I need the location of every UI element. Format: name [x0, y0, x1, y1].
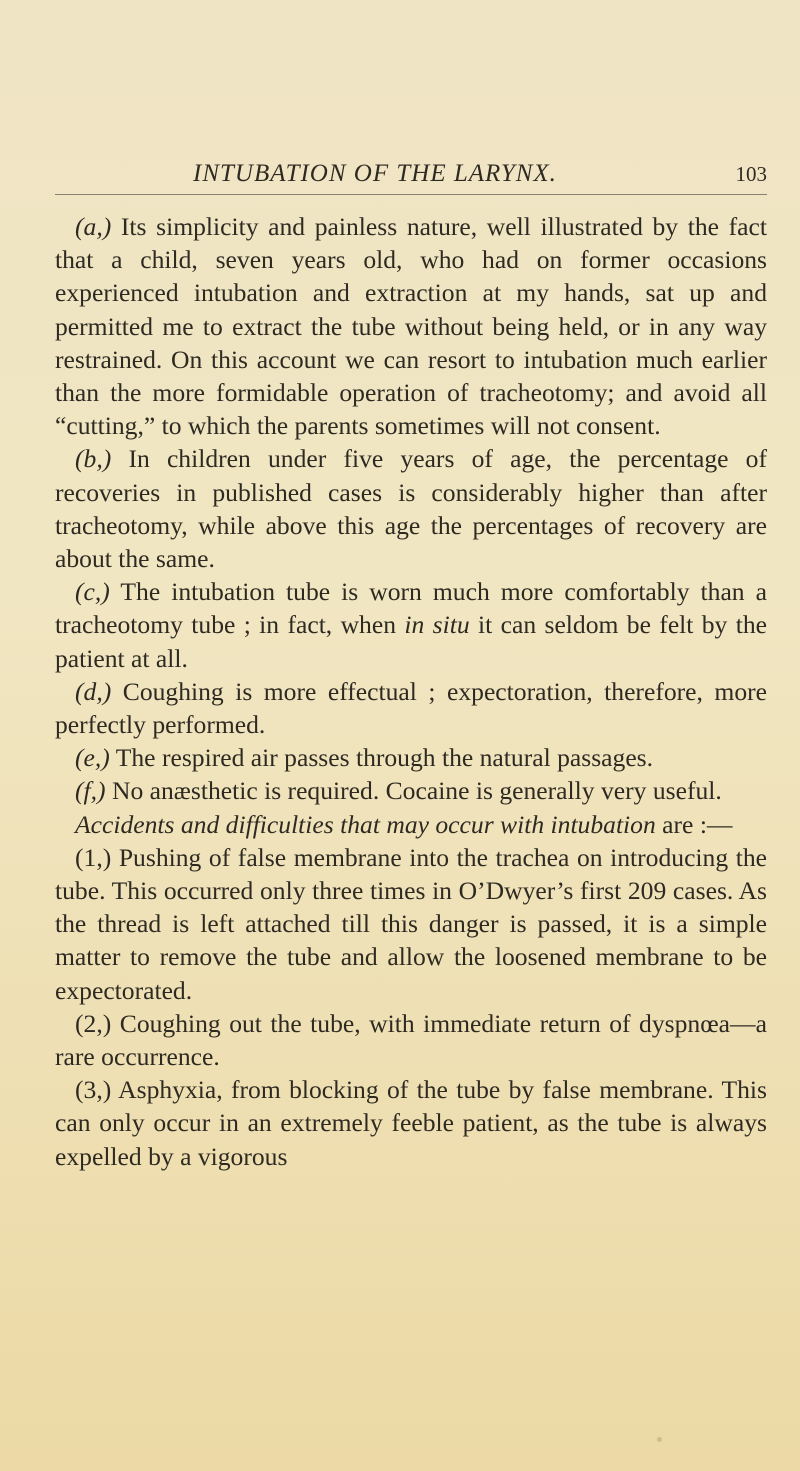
- paragraph-text: Its simplicity and painless nature, well illustrated by the fact that a child, seven years old, who had on former occasions experienced intubation and extraction at my hands, sat up and permitted me to extract the tube without being held, or in any way restrained. On this account we can resort to intubation much earlier than the more formidable operation of tracheotomy; and avoid all “cutting,” to which the parents sometimes will not consent.: [55, 212, 767, 441]
- paragraph-a: [55, 210, 767, 442]
- section-heading: Accidents and difficulties that may occur with intubation: [75, 809, 656, 839]
- paragraph-e: [55, 741, 767, 774]
- paragraph-text: The respired air passes through the natural passages.: [115, 743, 654, 773]
- paragraph-text: The intubation tube is worn much more comfortably than a tracheotomy tube ; in fact, when: [55, 577, 767, 640]
- paragraph-label: (3,): [75, 1075, 112, 1105]
- paragraph-label: (a,): [75, 212, 112, 241]
- paragraph-label: (c,): [75, 577, 110, 607]
- paragraph-b: [55, 442, 767, 575]
- paragraph-text: it can seldom be felt by the patient at all.: [55, 610, 767, 673]
- running-header: [55, 160, 767, 195]
- page-number: 103: [735, 162, 767, 186]
- paragraph-label: (f,): [75, 776, 106, 806]
- paragraph-f: [55, 774, 767, 807]
- paragraph-text: In children under five years of age, the percentage of recoveries in published cases is considerably higher than after tracheotomy, while above this age the percentages of recovery are about the same.: [55, 444, 767, 574]
- paragraph-label: (d,): [75, 676, 112, 706]
- paragraph-text: are :—: [662, 809, 733, 839]
- paragraph-text: Coughing out the tube, with immediate return of dyspnœa—a rare occurrence.: [55, 1008, 767, 1072]
- paragraph-label: (1,): [75, 842, 112, 872]
- paragraph-3: [55, 1073, 767, 1173]
- paragraph-label: (b,): [75, 444, 112, 474]
- accidents-heading-paragraph: [55, 808, 767, 841]
- paragraph-label: (e,): [75, 743, 110, 773]
- italic-phrase: in situ: [404, 610, 470, 640]
- paragraph-text: No anæsthetic is required. Cocaine is generally very useful.: [111, 776, 722, 806]
- paper-speck: [657, 1437, 662, 1442]
- paragraph-2: [55, 1007, 767, 1073]
- paragraph-text: Coughing is more effectual ; expectoration, therefore, more perfectly performed.: [55, 676, 767, 740]
- body-text: [55, 210, 767, 1173]
- paragraph-text: Pushing of false membrane into the trachea on introducing the tube. This occurred only three times in O’Dwyer’s first 209 cases. As the thread is left attached till this danger is passed, it is a simple matter to remove the tube and allow the loosened membrane to be expectorated.: [55, 842, 767, 1005]
- paragraph-label: (2,): [75, 1008, 112, 1038]
- paragraph-c: [55, 575, 767, 675]
- paragraph-1: [55, 841, 767, 1007]
- paragraph-text: Asphyxia, from blocking of the tube by false membrane. This can only occur in an extremely feeble patient, as the tube is always expelled by a vigorous: [55, 1075, 767, 1171]
- running-title: INTUBATION OF THE LARYNX.: [193, 160, 557, 187]
- paragraph-d: [55, 675, 767, 741]
